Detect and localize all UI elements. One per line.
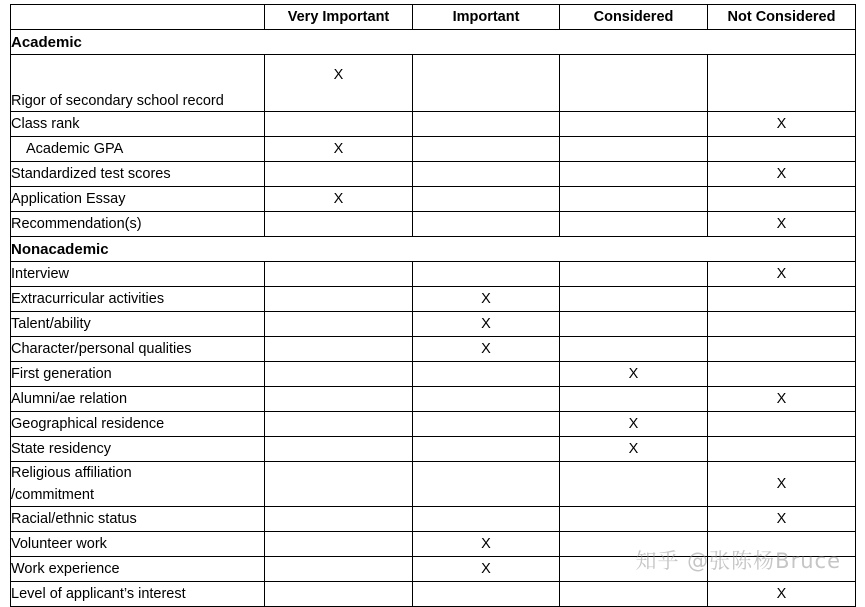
table-row bbox=[11, 412, 856, 437]
mark-not-considered bbox=[708, 337, 856, 362]
section-title: Academic bbox=[11, 30, 856, 55]
criterion-label: Extracurricular activities bbox=[11, 287, 265, 312]
mark-not-considered: X bbox=[708, 462, 856, 507]
mark-very-important bbox=[265, 362, 413, 387]
mark-important bbox=[413, 462, 560, 507]
mark-important bbox=[413, 187, 560, 212]
mark-important: X bbox=[413, 312, 560, 337]
mark-considered: X bbox=[560, 412, 708, 437]
mark-very-important bbox=[265, 212, 413, 237]
mark-very-important bbox=[265, 507, 413, 532]
mark-important bbox=[413, 582, 560, 607]
criterion-label: First generation bbox=[11, 362, 265, 387]
mark-very-important bbox=[265, 287, 413, 312]
mark-very-important bbox=[265, 387, 413, 412]
criterion-label: Class rank bbox=[11, 112, 265, 137]
mark-important bbox=[413, 362, 560, 387]
table-row bbox=[11, 262, 856, 287]
mark-considered bbox=[560, 187, 708, 212]
mark-considered bbox=[560, 387, 708, 412]
criterion-label: Character/personal qualities bbox=[11, 337, 265, 362]
mark-not-considered bbox=[708, 412, 856, 437]
table-row bbox=[11, 337, 856, 362]
table-row bbox=[11, 387, 856, 412]
mark-important: X bbox=[413, 532, 560, 557]
mark-very-important bbox=[265, 412, 413, 437]
mark-very-important bbox=[265, 162, 413, 187]
mark-considered bbox=[560, 262, 708, 287]
mark-very-important bbox=[265, 462, 413, 507]
table-row bbox=[11, 362, 856, 387]
mark-important bbox=[413, 162, 560, 187]
mark-considered bbox=[560, 507, 708, 532]
criteria-table-wrapper bbox=[10, 4, 856, 607]
table-row bbox=[11, 187, 856, 212]
mark-considered bbox=[560, 212, 708, 237]
mark-not-considered: X bbox=[708, 162, 856, 187]
section-title: Nonacademic bbox=[11, 237, 856, 262]
mark-important bbox=[413, 212, 560, 237]
criterion-label: Interview bbox=[11, 262, 265, 287]
header-corner-cell bbox=[11, 5, 265, 30]
criterion-label: Standardized test scores bbox=[11, 162, 265, 187]
mark-not-considered: X bbox=[708, 212, 856, 237]
mark-very-important bbox=[265, 557, 413, 582]
watermark-text: 知乎 @张陈杨Bruce bbox=[635, 549, 841, 573]
mark-considered bbox=[560, 137, 708, 162]
table-row bbox=[11, 462, 856, 507]
mark-considered bbox=[560, 462, 708, 507]
criterion-label-line: /commitment bbox=[11, 487, 94, 503]
mark-very-important bbox=[265, 437, 413, 462]
mark-important bbox=[413, 387, 560, 412]
criterion-label: State residency bbox=[11, 437, 265, 462]
criterion-label: Work experience bbox=[11, 557, 265, 582]
mark-not-considered bbox=[708, 137, 856, 162]
table-row bbox=[11, 312, 856, 337]
mark-considered bbox=[560, 55, 708, 112]
mark-considered bbox=[560, 312, 708, 337]
criterion-label: Recommendation(s) bbox=[11, 212, 265, 237]
mark-very-important bbox=[265, 337, 413, 362]
criterion-label: Academic GPA bbox=[11, 137, 265, 162]
criterion-label: Alumni/ae relation bbox=[11, 387, 265, 412]
mark-very-important: X bbox=[265, 137, 413, 162]
mark-considered bbox=[560, 287, 708, 312]
mark-important: X bbox=[413, 557, 560, 582]
criterion-label bbox=[11, 462, 265, 507]
mark-important bbox=[413, 137, 560, 162]
mark-important bbox=[413, 437, 560, 462]
criterion-label: Rigor of secondary school record bbox=[11, 55, 265, 112]
mark-important bbox=[413, 507, 560, 532]
mark-not-considered: X bbox=[708, 112, 856, 137]
table-row bbox=[11, 162, 856, 187]
table-row bbox=[11, 112, 856, 137]
table-row bbox=[11, 437, 856, 462]
admission-criteria-table bbox=[10, 4, 856, 607]
mark-considered bbox=[560, 112, 708, 137]
table-row bbox=[11, 55, 856, 112]
criterion-label: Racial/ethnic status bbox=[11, 507, 265, 532]
table-row bbox=[11, 287, 856, 312]
mark-considered bbox=[560, 582, 708, 607]
mark-important bbox=[413, 412, 560, 437]
mark-very-important bbox=[265, 312, 413, 337]
table-row bbox=[11, 212, 856, 237]
table-row bbox=[11, 582, 856, 607]
header-not-considered: Not Considered bbox=[708, 5, 856, 30]
mark-very-important: X bbox=[265, 55, 413, 112]
header-very-important: Very Important bbox=[265, 5, 413, 30]
mark-not-considered bbox=[708, 437, 856, 462]
mark-very-important bbox=[265, 582, 413, 607]
mark-not-considered bbox=[708, 187, 856, 212]
mark-important: X bbox=[413, 287, 560, 312]
header-important: Important bbox=[413, 5, 560, 30]
mark-not-considered: X bbox=[708, 582, 856, 607]
table-row bbox=[11, 507, 856, 532]
criterion-label: Application Essay bbox=[11, 187, 265, 212]
table-row bbox=[11, 137, 856, 162]
section-row-nonacademic bbox=[11, 237, 856, 262]
header-considered: Considered bbox=[560, 5, 708, 30]
criterion-label: Level of applicant’s interest bbox=[11, 582, 265, 607]
mark-not-considered bbox=[708, 312, 856, 337]
mark-not-considered bbox=[708, 287, 856, 312]
mark-very-important: X bbox=[265, 187, 413, 212]
mark-considered: X bbox=[560, 362, 708, 387]
mark-considered bbox=[560, 162, 708, 187]
mark-important bbox=[413, 112, 560, 137]
mark-important bbox=[413, 262, 560, 287]
mark-not-considered bbox=[708, 362, 856, 387]
mark-not-considered: X bbox=[708, 262, 856, 287]
mark-not-considered: X bbox=[708, 507, 856, 532]
mark-not-considered: X bbox=[708, 387, 856, 412]
criterion-label: Talent/ability bbox=[11, 312, 265, 337]
mark-very-important bbox=[265, 532, 413, 557]
header-row bbox=[11, 5, 856, 30]
mark-very-important bbox=[265, 112, 413, 137]
criterion-label: Volunteer work bbox=[11, 532, 265, 557]
criterion-label: Geographical residence bbox=[11, 412, 265, 437]
mark-not-considered bbox=[708, 55, 856, 112]
section-row-academic bbox=[11, 30, 856, 55]
mark-considered bbox=[560, 337, 708, 362]
criterion-label-line: Religious affiliation bbox=[11, 465, 132, 481]
mark-important: X bbox=[413, 337, 560, 362]
mark-important bbox=[413, 55, 560, 112]
mark-very-important bbox=[265, 262, 413, 287]
mark-considered: X bbox=[560, 437, 708, 462]
